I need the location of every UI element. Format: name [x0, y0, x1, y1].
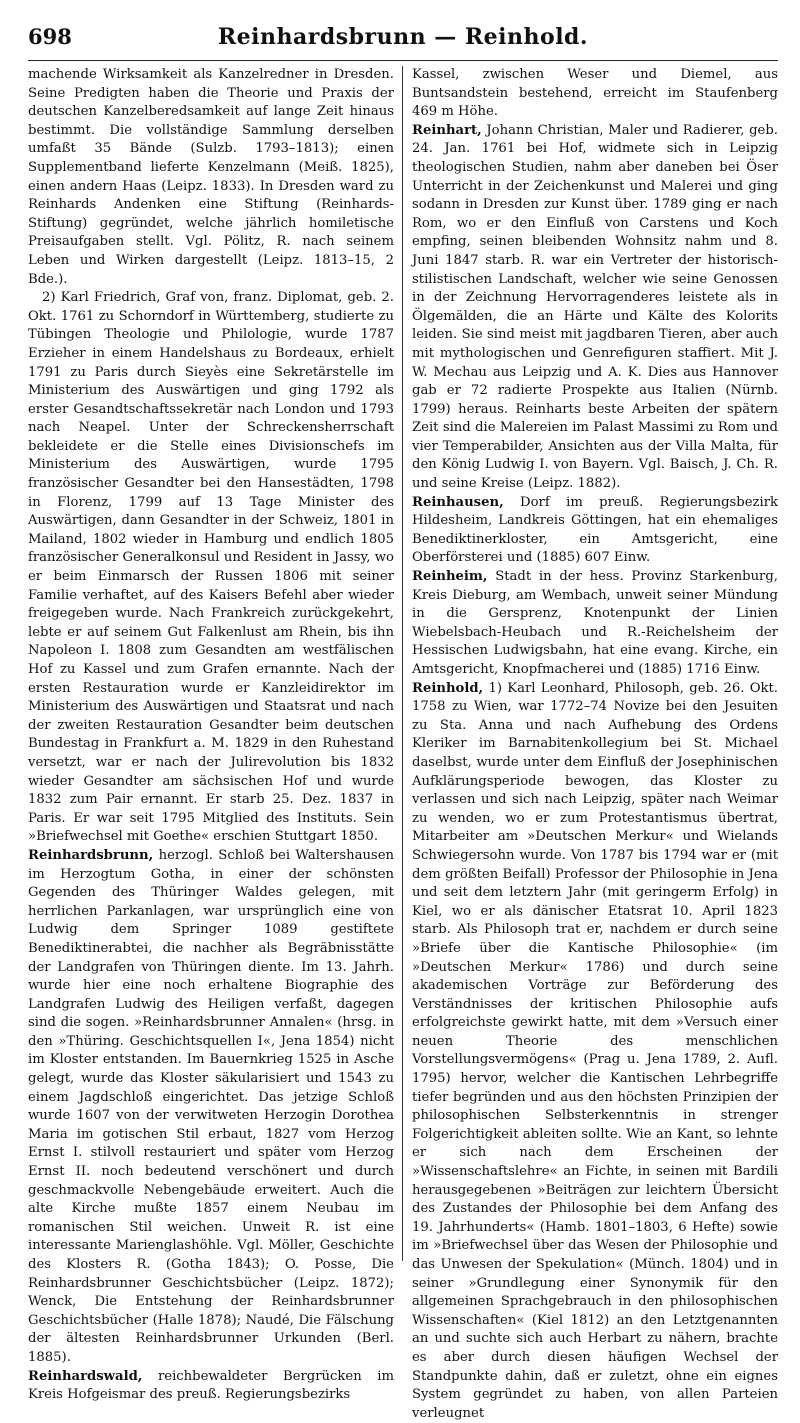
entry-reinhold [412, 680, 778, 1423]
paragraph-reinhard-karl-friedrich [28, 289, 394, 847]
entry-reinhart [412, 122, 778, 494]
running-title: Reinhardsbrunn — Reinhold. [217, 24, 589, 50]
entry-headword: Reinhold, [412, 680, 484, 696]
column-divider [402, 66, 403, 1261]
entry-headword: Reinhausen, [412, 494, 504, 510]
entry-body: Stadt in der hess. Provinz Starkenburg, Kreis Dieburg, am Wembach, unweit seiner Mündung in die Gersprenz, Knotenpunkt der Linien Wiebelsbach-Heubach und R.-Reichelsheim der Hessischen Ludwigsbahn, hat eine evang. Kirche, ein Amtsgericht, Knopfmacherei und (1885) 1716 Einw. [412, 569, 778, 677]
entry-reinheim [412, 568, 778, 680]
entry-headword: Reinhardswald, [28, 1368, 143, 1384]
entry-body: reichbewaldeter Bergrücken im Kreis Hofgeismar des preuß. Regierungsbezirks [28, 1368, 394, 1403]
entry-body: Johann Christian, Maler und Radierer, geb. 24. Jan. 1761 bei Hof, widmete sich in Leipzig theologischen Studien, nahm aber daneben bei Öser Unterricht in der Zeichenkunst und Malerei und ging sodann in Dresden zur Kunst über. 1789 ging er nach Rom, wo er den Einfluß von Carstens und Koch empfing, seinen bleibenden Wohnsitz nahm und 8. Juni 1847 starb. R. war ein Vertreter der historisch-stilistischen Landschaft, welcher wie seine Genossen in der Zeichnung Hervorragenderes leistete als in Ölgemälden, die an Härte und Kälte des Kolorits leiden. Sie sind meist mit jagdbaren Tieren, aber auch mit mythologischen und Genrefiguren staffiert. Mit J. W. Mechau aus Leipzig und A. K. Dies aus Hannover gab er 72 radierte Prospekte aus Italien (Nürnb. 1799) heraus. Reinharts beste Arbeiten der spätern Zeit sind die Malereien im Palast Massimi zu Rom und vier Temperabilder, Ansichten aus der Villa Malta, für den König Ludwig I. von Bayern. Vgl. Baisch, J. Ch. R. und seine Kreise (Leipz. 1882). [412, 122, 778, 492]
entry-reinhardswald [28, 1368, 394, 1405]
right-column [412, 66, 778, 1421]
paragraph-reinhardswald-cont [412, 66, 778, 122]
page-header [28, 20, 778, 61]
entry-headword: Reinhart, [412, 122, 482, 138]
entry-body: Dorf im preuß. Regierungsbezirk Hildesheim, Landkreis Göttingen, hat ein ehemaliges Benediktinerkloster, ein Amtsgericht, eine Oberförsterei und (1885) 607 Einw. [412, 494, 778, 566]
paragraph-reinhard-cont [28, 66, 394, 289]
entry-reinhausen [412, 494, 778, 568]
page-number: 698 [28, 24, 72, 49]
entry-body: herzogl. Schloß bei Waltershausen im Herzogtum Gotha, in einer der schönsten Gegenden des Thüringer Waldes gelegen, mit herrlichen Parkanlagen, war ursprünglich eine von Ludwig dem Springer 1089 gestiftete Benediktinerabtei, die nachher als Begräbnisstätte der Landgrafen von Thüringen diente. Im 13. Jahrh. wurde hier eine noch erhaltene Biographie des Landgrafen Ludwig des Heiligen verfaßt, dagegen sind die sogen. »Reinhardsbrunner Annalen« (hrsg. in den »Thüring. Geschichtsquellen I«, Jena 1854) nicht im Kloster entstanden. Im Bauernkrieg 1525 in Asche gelegt, wurde das Kloster säkularisiert und 1543 zu einem Jagdschloß eingerichtet. Das jetzige Schloß wurde 1607 von der verwitweten Herzogin Dorothea Maria im gotischen Stil erbaut, 1827 vom Herzog Ernst I. stilvoll restauriert und später vom Herzog Ernst II. noch bedeutend verschönert und durch geschmackvolle Nebengebäude erweitert. Auch die alte Kirche mußte 1857 einem Neubau im romanischen Stil weichen. Unweit R. ist eine interessante Marienglashöhle. Vgl. Möller, Geschichte des Klosters R. (Gotha 1843); O. Posse, Die Reinhardsbrunner Geschichtsbücher (Leipz. 1872); Wenck, Die Entstehung der Reinhardsbrunner Geschichtsbücher (Halle 1878); Naudé, Die Fälschung der ältesten Reinhardsbrunner Urkunden (Berl. 1885). [28, 847, 394, 1365]
entry-headword: Reinhardsbrunn, [28, 847, 154, 863]
entry-headword: Reinheim, [412, 569, 488, 585]
entry-reinhardsbrunn [28, 847, 394, 1368]
entry-body: 1) Karl Leonhard, Philosoph, geb. 26. Okt. 1758 zu Wien, war 1772–74 Novize bei den Jesuiten zu Sta. Anna und nach Aufhebung des Ordens Kleriker im Barnabitenkollegium bei St. Michael daselbst, wurde unter dem Einfluß der Josephinischen Aufklärungsperiode bewogen, das Kloster zu verlassen und sich nach Leipzig, später nach Weimar zu wenden, wo er zum Protestantismus übertrat, Mitarbeiter am »Deutschen Merkur« und Wielands Schwiegersohn wurde. Von 1787 bis 1794 war er (mit dem größten Beifall) Professor der Philosophie in Jena und seit dem letztern Jahr (mit geringerm Erfolg) in Kiel, wo er als dänischer Etatsrat 10. April 1823 starb. Als Philosoph trat er, nachdem er durch seine »Briefe über die Kantische Philosophie« (im »Deutschen Merkur« 1786) und durch seine akademischen Vorträge zur Beförderung des Verständnisses der kritischen Philosophie aufs erfolgreichste gewirkt hatte, mit dem »Versuch einer neuen Theorie des menschlichen Vorstellungsvermögens« (Prag u. Jena 1789, 2. Aufl. 1795) hervor, welcher die Kantischen Lehrbegriffe tiefer begründen und aus den höchsten Prinzipien der philosophischen Selbsterkenntnis in strenger Folgerichtigkeit ableiten sollte. Wie an Kant, so lehnte er sich nach dem Erscheinen der »Wissenschaftslehre« an Fichte, in seinen mit Bardili herausgegebenen »Beiträgen zur leichtern Übersicht des Zustandes der Philosophie bei dem Anfang des 19. Jahrhunderts« (Hamb. 1801–1803, 6 Hefte) sowie im »Briefwechsel über das Wesen der Philosophie und das Unwesen der Spekulation« (Münch. 1804) und in seiner »Grundlegung einer Synonymik für den allgemeinen Sprachgebrauch in den philosophischen Wissenschaften« (Kiel 1812) an den Letztgenannten an und suchte sich auch Herbart zu nähern, brachte es aber durch diesen häufigen Wechsel der Standpunkte dahin, daß er zuletzt, ohne ein eignes System gegründet zu haben, von allen Parteien verleugnet [412, 680, 778, 1421]
left-column [28, 66, 394, 1403]
paragraph-body: 2) Karl Friedrich, Graf von, franz. Diplomat, geb. 2. Okt. 1761 zu Schorndorf in Württemberg, studierte zu Tübingen Theologie und Philologie, wurde 1787 Erzieher in einem Handelshaus zu Bordeaux, erhielt 1791 zu Paris durch Sieyès eine Sekretärstelle im Ministerium des Auswärtigen und ging 1792 als erster Gesandtschaftssekretär nach London und 1793 nach Neapel. Unter der Schreckensherrschaft bekleidete er die Stelle eines Divisionschefs im Ministerium des Auswärtigen, wurde 1795 französischer Gesandter bei den Hansestädten, 1798 in Florenz, 1799 auf 13 Tage Minister des Auswärtigen, dann Gesandter in der Schweiz, 1801 in Mailand, 1802 wieder in Hamburg und endlich 1805 französischer Generalkonsul und Resident in Jassy, wo er beim Einmarsch der Russen 1806 mit seiner Familie verhaftet, auf des Kaisers Befehl aber wieder freigegeben wurde. Nach Frankreich zurückgekehrt, lebte er auf seinem Gut Falkenlust am Rhein, bis ihn Napoleon I. 1808 zum Gesandten am westfälischen Hof zu Kassel und zum Grafen ernannte. Nach der ersten Restauration wurde er Kanzleidirektor im Ministerium des Auswärtigen und Staatsrat und nach der zweiten Restauration Gesandter beim deutschen Bundestag in Frankfurt a. M. 1829 in den Ruhestand versetzt, war er nach der Julirevolution bis 1832 wieder Gesandter am sächsischen Hof und wurde 1832 zum Pair ernannt. Er starb 25. Dez. 1837 in Paris. Er war seit 1795 Mitglied des Instituts. Sein »Briefwechsel mit Goethe« erschien Stuttgart 1850. [28, 290, 394, 845]
paragraph-body: Kassel, zwischen Weser und Diemel, aus Buntsandstein bestehend, erreicht im Staufenberg 469 m Höhe. [412, 67, 778, 120]
paragraph-body: machende Wirksamkeit als Kanzelredner in Dresden. Seine Predigten haben die Theorie und Praxis der deutschen Kanzelberedsamkeit auf lange Zeit hinaus bestimmt. Die vollständige Sammlung derselben umfaßt 35 Bände (Sulzb. 1793–1813); einen Supplementband lieferte Kenzelmann (Meiß. 1825), einen andern Haas (Leipz. 1833). In Dresden ward zu Reinhards Andenken eine Stiftung (Reinhards-Stiftung) gegründet, welche jährlich homiletische Preisaufgaben stellt. Vgl. Pölitz, R. nach seinem Leben und Wirken dargestellt (Leipz. 1813–15, 2 Bde.). [28, 67, 394, 287]
text-columns [28, 66, 778, 1421]
